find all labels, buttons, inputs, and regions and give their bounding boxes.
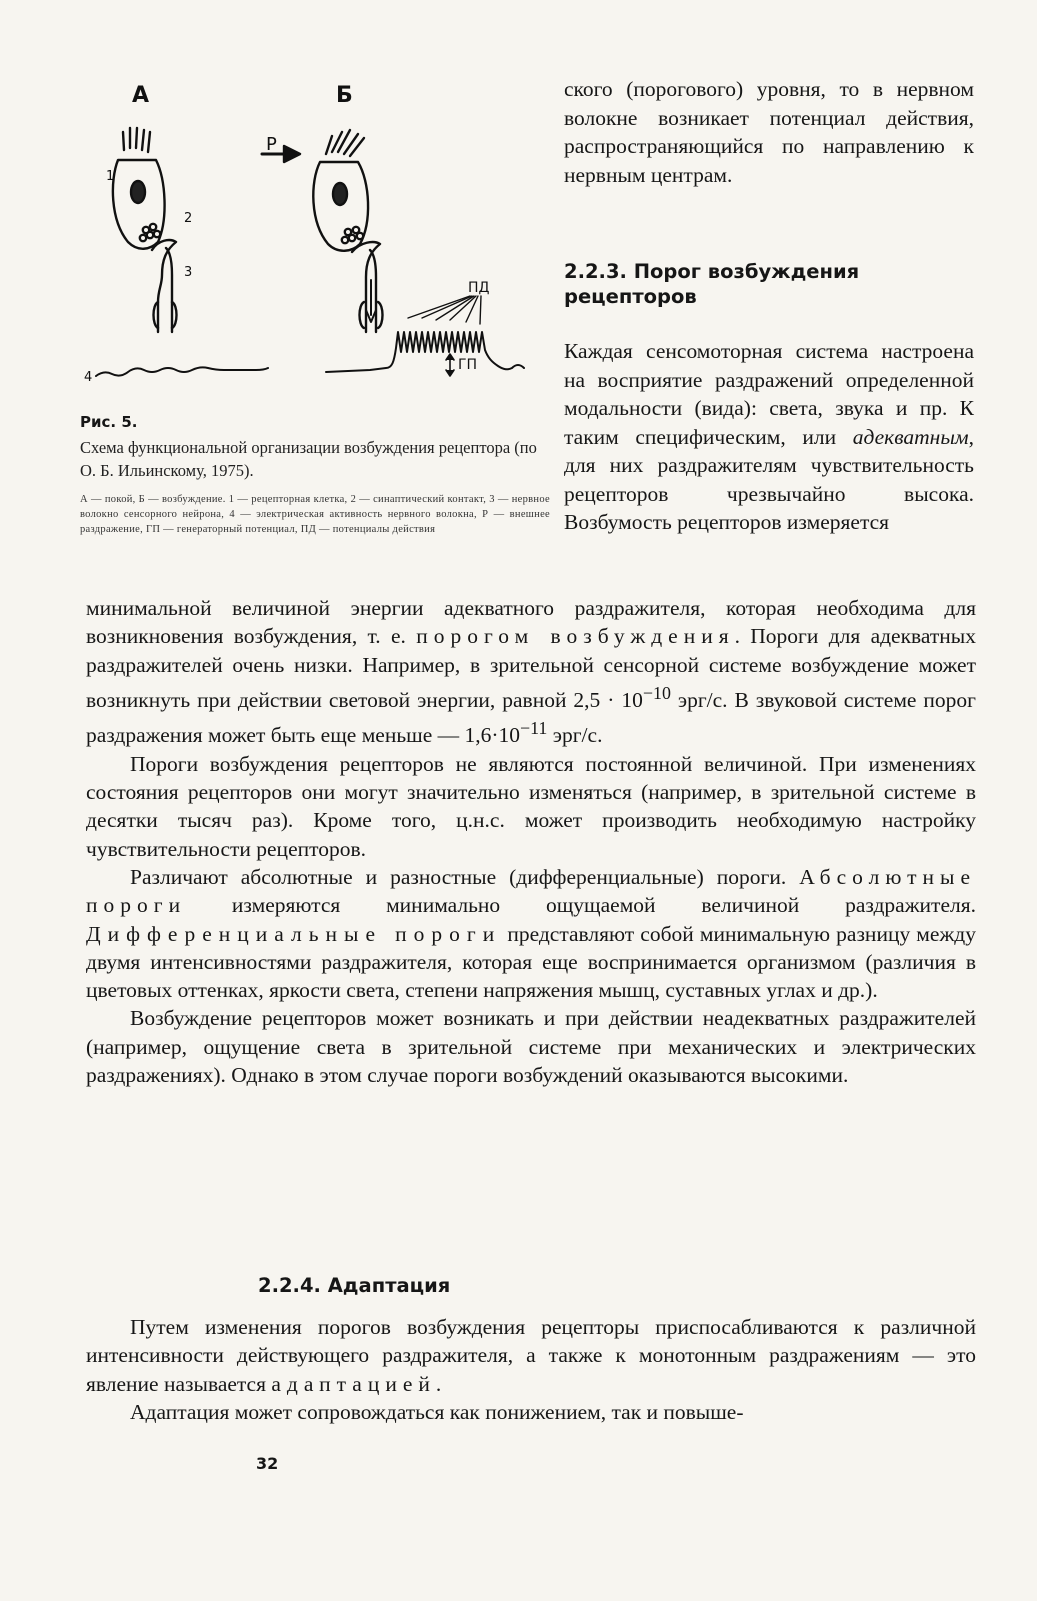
figure-number: Рис. 5.	[80, 413, 138, 431]
paragraph-adaptation-definition	[86, 1313, 976, 1398]
resting-nerve-fiber	[152, 240, 177, 332]
figure-title: Схема функциональной организации возбуждения рецептора (по О. Б. Ильинскому, 1975).	[80, 438, 537, 480]
adapt-p1-b: .	[435, 1371, 442, 1396]
threshold-paragraph-continued	[86, 594, 976, 750]
label-4: 4	[84, 370, 93, 385]
stimulus-label: Р	[266, 134, 277, 155]
excited-electrical-activity	[326, 332, 524, 372]
section-heading-2-2-4: 2.2.4. Адаптация	[258, 1274, 451, 1297]
excited-nerve-fiber	[352, 242, 383, 332]
p1-cont-c: эрг/с. В звуковой системе порог раздражения может быть еще меньше — 1,6·10	[86, 688, 976, 748]
p1-cont-d: эрг/с.	[547, 723, 603, 748]
p1-start: Каждая сенсомоторная система настроена на восприятие раздражений определенной модальности (вида): света, звука и пр. К таким специфическим, или	[564, 339, 974, 449]
exponent-2: −11	[520, 718, 548, 739]
p1-cont-b: . Пороги для адекватных раздражителей очень низки. Например, в зрительной сенсорной системе возбуждение может возникнуть при действии световой энергии, равной 2,5 · 10	[86, 624, 976, 713]
pd-pointer-lines	[408, 296, 481, 324]
generator-potential-arrow-icon	[446, 354, 454, 376]
paragraph-adaptation-direction: Адаптация может сопровождаться как понижением, так и повыше-	[130, 1399, 744, 1424]
resting-electrical-activity	[96, 367, 268, 376]
adaptation-body-text	[86, 1313, 976, 1426]
continuation-paragraph: ского (порогового) уровня, то в нервном волокне возникает потенциал действия, распространяющийся по направлению к нервным центрам.	[564, 77, 974, 187]
receptor-figure	[80, 70, 550, 430]
p1-end: , для них раздражителям чувствительность рецепторов чрезвычайно высока. Возбумость рецепторов измеряется	[564, 424, 974, 534]
figure-caption	[80, 413, 550, 537]
adapt-p1-a: Путем изменения порогов возбуждения рецепторы приспосабливаются к различной интенсивности действующего раздражителя, а также к монотонным раздражениям — это явление называется	[86, 1315, 976, 1396]
paragraph-threshold-variability: Пороги возбуждения рецепторов не являются постоянной величиной. При изменениях состояния рецепторов они могут значительно изменяться (например, в зрительной системе в десятки тысяч раз). Кроме того, ц.н.с. может производить необходимую настройку чувствительности рецепторов.	[86, 751, 976, 861]
label-1: 1	[106, 169, 115, 184]
action-potentials-label: ПД	[468, 280, 490, 296]
section-heading-2-2-3: 2.2.3. Порог возбуждения рецепторов	[564, 260, 860, 308]
threshold-term: порогом возбуждения	[416, 624, 735, 649]
threshold-paragraph-start	[564, 337, 974, 537]
page-number: 32	[256, 1454, 279, 1473]
panel-a-label: А	[132, 83, 150, 108]
receptor-diagram	[80, 70, 550, 430]
figure-legend: А — покой, Б — возбуждение. 1 — рецепторная клетка, 2 — синаптический контакт, 3 — нервное волокно сенсорного нейрона, 4 — электрическая активность нервного волокна, Р — внешнее раздражение, ГП — генераторный потенциал, ПД — потенциалы действия	[80, 494, 550, 535]
resting-receptor-cell	[113, 128, 165, 249]
label-2: 2	[184, 211, 193, 226]
main-body-text	[86, 594, 976, 1089]
p3-a: Различают абсолютные и разностные (дифференциальные) пороги.	[130, 864, 800, 889]
adequate-term: адекватным	[852, 424, 969, 449]
exponent-1: −10	[642, 682, 671, 703]
adaptation-term: адаптацией	[271, 1371, 436, 1396]
differential-thresholds-term: Дифференциальные пороги	[86, 921, 502, 946]
p1-cont-a: минимальной величиной энергии адекватного раздражителя, которая необходима для возникновения возбуждения, т. е.	[86, 596, 976, 649]
paragraph-absolute-differential	[86, 863, 976, 1004]
label-3: 3	[184, 265, 193, 280]
p3-b: измеряются минимально ощущаемой величиной раздражителя.	[186, 893, 976, 918]
generator-potential-label: ГП	[458, 357, 478, 373]
right-column-body	[564, 337, 974, 537]
p3-c: представляют собой минимальную разницу между двумя интенсивностями раздражителя, которая еще воспринимается организмом (различия в цветовых оттенках, яркости света, степени напряжения мышц, суставных углах и др.).	[86, 921, 976, 1003]
right-column-top	[564, 75, 974, 189]
panel-b-label: Б	[336, 83, 353, 108]
excited-receptor-cell	[313, 130, 368, 251]
paragraph-inadequate-stimuli: Возбуждение рецепторов может возникать и при действии неадекватных раздражителей (например, ощущение света в зрительной системе при механических и электрических раздражениях). Однако в этом случае пороги возбуждений оказываются высокими.	[86, 1006, 976, 1088]
absolute-thresholds-term: Абсолютные пороги	[86, 864, 976, 918]
